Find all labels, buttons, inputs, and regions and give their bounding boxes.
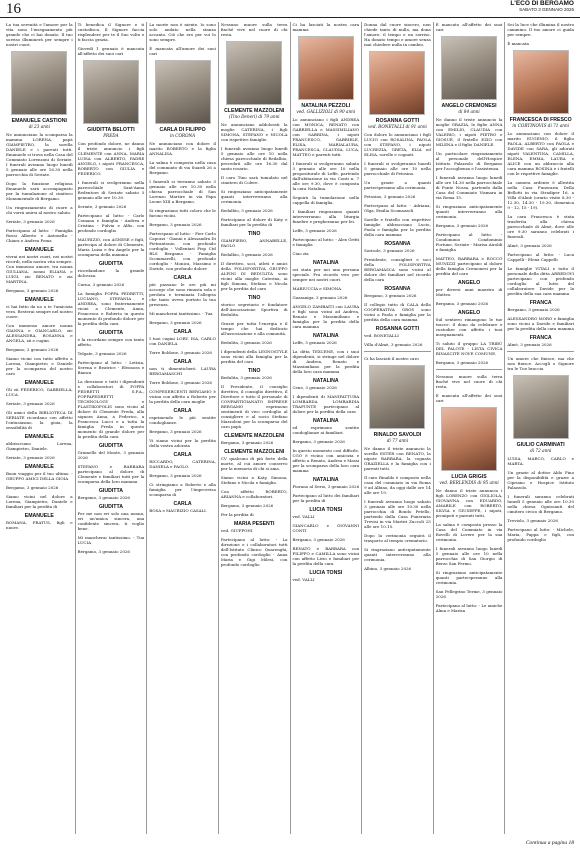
remembered-name: ANGELO	[457, 280, 481, 286]
notice-text: Almè, 3 gennaio 2026	[507, 342, 552, 347]
notice-text: I funerali si svolgeranno nella parrocchiale Sant'Anna Redentore di Seriate sabato 3 gennaio alle ore 10.30.	[77, 180, 145, 200]
remembered-name: LUCIA TONSI	[309, 507, 343, 513]
notice-text: Bergamo, 3 gennaio 2026	[77, 549, 130, 554]
notice-text: Bergamo, 3 gennaio 2026	[507, 307, 560, 312]
notice-text: Treviolo, 3 gennaio 2026	[507, 518, 558, 523]
notice-text: La camera ardente è allestita nella Casa Funeraria Della Bellotti in via Stradiper 16, a Villa d'Almè (orario visite 8.30 - 12.30, 14.30 - 19.30, domenica 9 - 12, 15 - 19).	[507, 180, 574, 210]
remembered-name: CARLA	[173, 501, 192, 507]
notice-text: Seguirà la tumulazione nella cappella di famiglia.	[292, 195, 360, 205]
notice-text: Ti benedica il Signore e ti custodisca. Il Signore faccia risplendere per te il Suo volto e ti faccia grazia.	[77, 22, 145, 42]
remembered-name: EMANUELE	[24, 513, 54, 519]
notice-text: Fiorano al Serio, 3 gennaio 2026	[292, 484, 360, 489]
obituary-column	[505, 22, 576, 834]
notice-text: Bergamo, 3 gennaio 2026	[6, 485, 59, 490]
notice-text: ved. VALLI	[292, 514, 315, 519]
obituary-column	[4, 22, 76, 834]
deceased-name: GIUDITTA BELOTTI	[87, 127, 135, 133]
notice-text: Lo annunciano con dolore il marito EUGENIO, il figlio PAOLA, ALBERTO con PAOLA e DAVIDE con SARA, gli adorati nipoti VALENTINA, CAMILLA, ELENA, EMMA, LAURA e ALICE con un abbraccio alla cara mamma ROSINA e i fratelli con le rispettive famiglie.	[507, 131, 574, 176]
remembered-name: GIUDITTA	[98, 261, 123, 267]
notice-text: È mancato all'affetto dei suoi cari	[435, 22, 503, 32]
notice-text: Bergamo, 3 gennaio 2026	[435, 360, 489, 365]
notice-text: Ne danno il triste annuncio la moglie GRAZIA, le figlie ANNA con EMILIO, CLAUDIA con VALERIO, i nipoti PIETRO e GIOSUÈ, il fratello EZIO con MILENA e il figlio DANIELE.	[435, 117, 503, 147]
notice-text: Per me non eri solo una nonna, eri un'amica sincera, una confidente sincera, ti voglio bene.	[77, 511, 145, 531]
remembered-name: TINO	[247, 368, 261, 374]
deceased-subtitle: di 72 anni	[530, 448, 552, 453]
deceased-subtitle: in CORTINOVIS di 71 anni	[512, 123, 570, 128]
notice-text: Con affetto ROBERTO, ARIANNA e collaboratori.	[220, 489, 288, 499]
notice-text: Si ringraziano anticipatamente quanti interverranno alla cerimonia.	[364, 547, 431, 562]
notice-text: sei stata per noi una persona speciale. Fra ricordo vivo per sempre nei nostri cuori.	[292, 267, 360, 282]
notice-text: I funerali avranno luogo lunedì 5 gennaio alle ore 10 nella chiesa parrocchiale di Redalbio, preceduti alle ore 16.30 dal santo rosario.	[220, 146, 288, 171]
notice-text: Seriate, 3 gennaio 2026	[77, 204, 127, 209]
notice-text: Bergamo, 3 gennaio 2026	[149, 473, 202, 478]
notice-text: Partecipano al lutto: - Letizia, Serena e Beatrice - Eleonora e Bianca	[77, 360, 145, 375]
notice-text: Bergamo, 3 gennaio 2026	[6, 288, 59, 293]
notice-text: Dopo la cerimonia seguirà il trasporto al tempio crematorio.	[364, 533, 431, 543]
remembered-name: CLEMENTE MAZZOLENI	[224, 449, 285, 455]
notice-text: I funerali si terranno sabato 3 gennaio alle ore 10.30 nella chiesa parrocchiale di San Lorenzo Martire in via Papa Leone XIII a Bergamo.	[149, 179, 216, 204]
notice-text: ci hai fatto da no a te l'amicizia vera. Resterai sempre nel nostro cuore.	[6, 304, 73, 319]
notice-text: Ne annunciano la scomparsa la mamma LORENA, papà GIAMPIETRO, la sorella DANIELE e i parenti tutti. Emanuele si trova nella Casa del Commiato Lorenzoni di Seriate. I funerali avranno luogo lunedì 5 gennaio alle ore 16.30 nella parrocchia di Seriate.	[6, 132, 73, 177]
notice-text: È mancata all'amore dei suoi cari	[149, 46, 216, 56]
notice-text: ANGELO ZAMBAITI con LAURA e figli sono vicini ad Andrea, Renato e Massimiliano e famiglia per la perdita della cara mamma	[292, 304, 360, 329]
deceased-name: RINALDO SAVOLDI	[373, 432, 422, 438]
notice-text: MATTEO, BARBARA e ROCCO MUNIZZI partecipano al dolore della famiglia Cremonesi per la perdita del caro	[435, 256, 503, 276]
notice-text: Ci stringiamo a Roberto e alla famiglia per l'improvvisa scomparsa di	[149, 482, 216, 497]
notice-text: MAURIZIO, con AGNESE e figli, partecipa al dolore di Clemente, Maria Luisa e fra Angelo per la scomparsa della mamma	[77, 237, 145, 257]
notice-text: Lo annunciano i figli ANDREA con MONICA, RENATO con GABRIELLA e MASSIMILIANO con SABRINA, i nipoti FRANCESCO, GABRIELE, ELISA, MARIALAURA, FRANCESCA, CLAUDIA, LUCA, MATTEO e parenti tutti.	[292, 117, 360, 157]
notice-text: ricordandone la grande dolcezza.	[77, 268, 145, 278]
notice-text: Ciao zia	[292, 251, 309, 256]
notice-text: Sei la luce che illumina il nostro cammino. Il tuo amore ci guida per sempre.	[507, 22, 574, 37]
remembered-name: GIUDITTA	[98, 443, 123, 449]
notice-text: LUISA, MARCO, CARLO e MARTA.	[507, 456, 574, 466]
notice-text: Partecipano al dolore di Katy e familiari per la perdita di	[220, 217, 288, 227]
notice-text: CONFESERCENTI BERGAMO è vicina con affetto a Roberto per la perdita della cara moglie	[149, 389, 216, 404]
notice-text: San Pellegrino Terme, 3 gennaio 2026	[435, 589, 503, 599]
notice-text: Ne danno il triste annuncio i figli LORENZO con GIGLIOLA, GIOVANNA con EDUARDO, AMABILE con ROBERTO, SILVIA e GIUSEPPE, i nipoti, pronipoti e parenti tutti.	[435, 488, 503, 518]
notice-text: Bergamo, 3 gennaio 2026	[6, 347, 59, 352]
notice-text: Vi siamo vicini per la perdita della vostra adorata	[149, 438, 216, 448]
notice-text: ved. GIUPPONI	[220, 528, 253, 533]
remembered-name: FRANCA	[529, 335, 552, 341]
obituary-column	[147, 22, 219, 834]
notice-text: Seriate, 3 gennaio 2026	[6, 219, 55, 224]
notice-text: I familiari ringraziano quanti interverranno alla liturgia funebre e pregheranno per lei.	[292, 209, 360, 224]
remembered-name: CARLA	[173, 408, 192, 414]
notice-text: ALESSANDRO MORO e famiglia sono vicini a Davide e familiari per la perdita della cara mamma	[507, 316, 574, 331]
deceased-name: ANGELO CREMONESI	[441, 103, 497, 109]
obituary-column	[362, 22, 434, 834]
notice-text: Ne annunciano addolorati la moglie CATERINA, i figli SIMONA, STEFANO e NICOLA con rispettive famiglie.	[220, 122, 288, 142]
notice-text: In questo momento così difficile, CGO è vicino con amicizia e affetto a Renato, Andrea e Massi per la scomparsa della loro cara mamma	[292, 448, 360, 473]
deceased-subtitle: di 77 anni	[386, 438, 409, 443]
notice-text: Partecipano al lutto: - La direzione e i collaboratori tutti dell'Istituto Clinico Quarenghi, con profondo cordoglio - Anna Maria e Gigi Milesi, con profondo cordoglio	[220, 537, 288, 567]
notice-text: La salma è composta nella casa del commiato di via Suardi 26 a Bergamo.	[149, 160, 216, 175]
remembered-name: ROSANNA GOTTI	[375, 326, 420, 332]
notice-text: Bergamo, 3 gennaio 2026	[292, 439, 345, 444]
notice-text: Si ringraziano tutti coloro che le furono vicini.	[149, 208, 216, 218]
remembered-name: EMANUELE	[24, 297, 54, 303]
notice-text: Dopo la funzione religiosa Emanuele sarà accompagnato per la tumulazione al cimitero Monumentale di Bergamo.	[6, 181, 73, 201]
notice-text: Ne annunciano con dolore il marito ROBERTO e la figlia ANNALISA.	[149, 141, 216, 156]
notice-text: Grumello del Monte, 3 gennaio 2026	[77, 450, 145, 460]
notice-text: Partecipano al lutto: - Le amiche Alma e Marisa	[435, 603, 503, 613]
remembered-name: GIUDITTA	[98, 488, 123, 494]
deceased-name: LUCIA GRIGIS	[451, 474, 487, 480]
portrait-photo	[155, 60, 211, 124]
deceased-subtitle: di 84 anni	[458, 109, 480, 114]
notice-text: È mancata	[507, 41, 529, 46]
notice-text: Partecipano al lutto: - Pier Carlo Capozzi - Gianni e Alessandra Di Pietrantonio, con profondo cordoglio - Vollentari Fisp Ctd BLS Bergamo - Famiglia Scommarelli, con profondo cordoglio - Monica, Massimo e Davide, con profondo dolore	[149, 231, 216, 271]
notice-text: I tuoi cugini LORY, ISA, CARLO con DANIELA	[149, 336, 216, 346]
notice-text: Siamo vicini con tutto affetto a Lorena, Giampietro e Daniele per la scomparsa del nostro caro	[6, 356, 73, 376]
notice-text: Partecipano al lutto dei familiari per la perdita di	[292, 493, 360, 503]
deceased-subtitle: in CORONA	[169, 133, 196, 138]
deceased-name: FRANCESCA DI FRESCO	[509, 117, 572, 123]
notice-text: La tua serenità e l'amore per la vita sono l'insegnamento più grande che ci hai donato. Il tuo sorriso illuminerà per sempre i nostri cuori.	[6, 22, 73, 47]
notice-text: e la ricordano sempre con tanto affetto.	[77, 337, 145, 347]
obituary-column	[291, 22, 363, 834]
notice-text: Per la perdita di	[220, 512, 254, 517]
notice-text: non ti dimenticherò. LAURA BERGAMASCHI	[149, 366, 216, 376]
notice-text: Un amore che finisce, ma che non finisce. Accogli o Signore tra le Tue braccia	[507, 356, 574, 371]
notice-text: Sul sentiero rimangono le tue tracce: il dono da celebrare e custodire con affetto i tuoi insegnamenti.	[435, 317, 503, 337]
notice-text: I dipendenti della LEGNOSTYLE sono vicini alla famiglia per la perdita del caro	[220, 349, 288, 364]
notice-text: La cara Francesca è stata trasferita alla chiesa parrocchiale di Almè, dove alle ore 9.30 saranno celebrati i funerali.	[507, 214, 574, 239]
notice-text: Partecipano al lutto: - Alex Gritti e famiglia	[292, 237, 360, 247]
notice-text: Seriate, 3 gennaio 2026	[6, 401, 55, 406]
notice-text: RENATO e BARBARA con FILIPPO e CAMILLA sono vicini con affetto Livio e familiari per la perdita della cara	[292, 546, 360, 566]
deceased-name: ROSANNA GOTTI	[375, 118, 420, 124]
deceased-name: EMANUELE CASTIONI	[11, 118, 67, 124]
remembered-name: ANGELO	[457, 310, 481, 316]
remembered-name: NATALINA	[312, 378, 339, 384]
notice-text: Si ringraziano anticipatamente quanti interverranno alla cerimonia.	[435, 204, 503, 219]
notice-text: Mi mancherai tantissimo. - Tua	[149, 311, 213, 316]
notice-text: più passano le ore più mi accorgo che sono rimasta sola e perduta e terminata l'allegria che tanto aveva portato la tua presenza.	[149, 282, 216, 307]
notice-text: Il direttivo, soci, atleti e amici della POLISPORTIVA GRUPPO ALPINI DI BEDULITA sono vicini alla moglie Caterina, ai figli Simona, Stefano e Nicola per la perdita del caro	[220, 261, 288, 291]
issue-date: SABATO 3 GENNAIO 2026	[519, 6, 574, 12]
remembered-name: NATALINA	[312, 418, 339, 424]
notice-text: Bergamo, 3 gennaio 2026	[149, 222, 202, 227]
notice-text: MARIUCCIA e SIMONA.	[292, 286, 343, 291]
notice-divider	[364, 351, 431, 352]
notice-text: Presidente, consiglieri e soci della POLISPORTIVA BERGAMASCA sono vicini al dolore dei familiari nel ricordo della cara	[364, 257, 431, 282]
publication-name: L'ECO DI BERGAMO	[510, 0, 574, 7]
notice-divider	[436, 369, 503, 370]
obituary-column	[219, 22, 291, 834]
remembered-name: MARIA PESENTI	[233, 521, 275, 527]
portrait-photo	[513, 375, 569, 439]
obituary-column	[434, 22, 506, 834]
notice-text: esprimendo le più sentite condoglianze.	[149, 415, 216, 425]
notice-text: Albino, 3 gennaio 2026	[364, 566, 412, 571]
deceased-name: NATALINA PEZZOLI	[301, 103, 351, 109]
notice-text: Bergamo, 3 gennaio 2026	[292, 537, 345, 542]
portrait-photo	[369, 51, 425, 115]
notice-text: Buon viaggio per il tuo ultimo. - GRUPPO AMICI DELLA GIOIA	[6, 471, 73, 481]
notice-text: Un ringraziamento di cuore a chi vorrà unirsi al nostro saluto.	[6, 205, 73, 215]
notice-text: La morte non è niente. Io sono solo andato nella stanza accanto. Ciò che ero per voi lo sono sempre.	[149, 22, 216, 42]
remembered-name: FRANCA	[529, 300, 552, 306]
notice-text: Partecipano al lutto: - Famiglia Rossi Alberto e Antonella - Chiara e Andrea Poma	[6, 228, 73, 243]
page-number: 16	[6, 1, 21, 17]
remembered-name: TINO	[247, 231, 261, 237]
masthead	[510, 1, 574, 12]
notice-text: È mancata all'affetto dei suoi cari	[435, 393, 503, 403]
notice-text: BOSA e MAURIZIO CASALI.	[149, 508, 208, 513]
remembered-name: ROSANNA	[384, 286, 411, 292]
notice-text: Bergamo, 3 gennaio 2026	[149, 320, 202, 325]
obituary-columns	[4, 22, 576, 834]
notice-text: Si ringraziano anticipatamente quanti parteciperanno alla cerimonia.	[435, 570, 503, 585]
notice-text: Un particolare ringraziamento al personale dell'Hospice Istituto Palazzolo di Bergamo per l'accoglienza e l'assistenza.	[435, 151, 503, 171]
notice-text: Giovedì 1 gennaio è mancata all'affetto dei suoi cari	[77, 46, 145, 56]
notice-text: Gli zii FEDERICO, GABRIELLA, LUCA.	[6, 387, 73, 397]
notice-text: Torre Boldone, 3 gennaio 2026	[149, 380, 212, 385]
notice-text: I funerali avranno luogo lunedì alle ore 14.30 nella parrocchiale di Ponte Nossa, partendo dalla Casa del Commiato Vismara in via Roma 15.	[435, 175, 503, 200]
remembered-name: CARLA	[173, 452, 192, 458]
remembered-name: CLEMENTE MAZZOLENI	[224, 433, 285, 439]
notice-text: Partecipano al lutto: - Luca Cappelli - Elena Cappelli	[507, 252, 574, 262]
notice-text: ved. BONETALLI	[364, 333, 399, 338]
remembered-name: NATALINA	[312, 477, 339, 483]
remembered-name: CARLA	[173, 275, 192, 281]
remembered-name: EMANUELE	[24, 434, 54, 440]
notice-text: Bergamo, 3 gennaio 2026	[435, 301, 489, 306]
notice-text: Bergamo, 3 gennaio 2026	[435, 223, 489, 228]
portrait-photo	[513, 50, 569, 114]
notice-text: Telgate, 3 gennaio 2026	[77, 351, 127, 356]
notice-text: Leffe, 3 gennaio 2026	[292, 228, 337, 233]
portrait-photo	[226, 41, 282, 105]
notice-text: Grazie per tutta l'energia e il tempo che hai dedicato all'associazione e alla comunità.	[220, 321, 288, 336]
notice-text: I funerali si svolgeranno lunedì 5 gennaio alle ore 10 nella parrocchiale di Petosino.	[364, 161, 431, 176]
notice-text: Nessuno muore sulla terra finché vive nel cuore di chi resta.	[220, 22, 288, 37]
notice-text: CV qualcuno di più forte della morte, al cui amore conservo per la memoria di chi si ama.	[220, 456, 288, 471]
remembered-name: GIUDITTA	[98, 504, 123, 510]
notice-text: Villa d'Almè, 3 gennaio 2026	[364, 342, 423, 347]
notice-text: Donna dal cuore sincero, non chiede tanto di nulla, ma dona l'amore, il tempo e un sorriso. Ha donato tempo e amore senza mai chiedere nulla in cambio.	[364, 22, 431, 47]
notice-text: Nessuno muore sulla terra finché vive nel cuore di chi resta.	[435, 374, 503, 389]
notice-text: ed esprimono sentite condoglianze ai familiari.	[292, 425, 360, 435]
notice-text: Bergamo, 3 gennaio 2026	[364, 293, 417, 298]
notice-text: Seriate, 3 gennaio 2026	[6, 455, 55, 460]
notice-text: Con profondo dolore, ne danno il triste annuncio i figli CLEMENTE con ANNA, MARIA LUISA con ALBERTO, PADRE ANGELO, i nipoti FRANCESCA, ROBERTO con GIULIA e FEDERICO.	[77, 141, 145, 176]
notice-text: Il collegio tutto di CALA della COOPERATIVA GROS sono vicini a Paola e famiglia per la perdita della cara mamma	[364, 302, 431, 322]
notice-text: Si ringraziano anticipatamente quanti interverranno alla cerimonia.	[220, 189, 288, 204]
notice-text: Partecipano al lutto: - Carlo Comana e famiglia - Andrea e Cristina - Fulvia e Alfio, con profondo cordoglio	[77, 213, 145, 233]
notice-text: Petosino, 3 gennaio 2026	[364, 194, 416, 199]
notice-text: I funerali avranno luogo sabato 3 gennaio alle ore 10.30 nella parrocchia di Bondo Petello, partendo dalla Casa Funeraria Trevisi in via Martiri Zuccoli 25 alle ore 10.15.	[364, 499, 431, 529]
notice-text: Ti saluto il gruppo LA TRIBÙ DEL PALOTE - LISTA CIVICA RINASCITE NOVE COMUNE.	[435, 341, 503, 356]
remembered-name: CARLA	[173, 329, 192, 335]
notice-text: GIANCARLO e GIOVANNI CONTI	[292, 523, 360, 533]
deceased-subtitle: di 23 anni	[28, 124, 50, 129]
notice-text: ved. VALLI	[292, 577, 315, 582]
notice-text: La direzione e tutti i dipendenti e collaboratori di FOPPA PEDRETTI S.P.A., FOPPAPEDRETTI TECHNOLOGY e PLASTIKOPOLIS sono vicini al dolore di Clemente Preda, alla signora Anna, a Federico, a Francesca Lucci e a tutta la famiglia Preda in questo momento di grande dolore per la perdita della cara	[77, 379, 145, 439]
notice-text: La famiglia FOPPA PEDRETTI, LUCIANO, STEFANIA e ANDREA, sono fraternamente vicini a Clemente, Anna, Francesca e Roberto in questo momento di profondo dolore per la perdita della cara	[77, 291, 145, 326]
deceased-subtitle: ved. BERLENDIS di 95 anni	[439, 480, 499, 485]
remembered-name: EMANUELE	[24, 464, 54, 470]
notice-text: Cene, 3 gennaio 2026	[292, 385, 337, 390]
notice-text: Bergamo, 3 gennaio 2026	[149, 429, 202, 434]
notice-text: Bergamo, 3 gennaio 2026	[220, 440, 274, 445]
notice-text: Il Presidente, il consiglio direttivo, il consiglio direttivo, il Direttore e tutto il personale di CONFARTIGIANATO IMPRESE BERGAMO esprimono sentimenti di vivo cordoglio al consigliere e al socio Stefano Mazzoleni per la scomparsa del caro papà	[220, 384, 288, 429]
remembered-name: NATALINA	[312, 260, 339, 266]
remembered-name: EMANUELE	[24, 380, 54, 386]
notice-text: La salma è composta presso la Casa del Commiato in via Rovelli di Lovere per la sua cerimonia.	[435, 522, 503, 542]
notice-text: Torre Boldone, 3 gennaio 2026	[149, 350, 212, 355]
portrait-photo	[11, 51, 67, 115]
notice-text: Partecipano al lutto: - Adriana, Olga, Emilia Scomazzoli	[364, 203, 431, 213]
deceased-subtitle: ved. BONETALLI di 91 anni	[368, 124, 427, 129]
deceased-subtitle: ved. GALLIZIOLI di 90 anni	[296, 109, 356, 114]
notice-text: I funerali avranno luogo lunedì 5 gennaio alle ore 10 nella parrocchia di San Giorgio di Berzo San Fermo.	[435, 546, 503, 566]
deceased-subtitle: PREDA	[103, 133, 119, 138]
deceased-name: CARLA DI FILIPPO	[159, 127, 206, 133]
notice-text: Bergamo, 3 gennaio 2026	[77, 495, 130, 500]
remembered-name: GIUDITTA	[98, 330, 123, 336]
notice-text: I funerali saranno celebrati lunedì 5 gennaio alle ore 10.30 nella chiesa Ognissanti del cimitero civico di Bergamo.	[507, 494, 574, 514]
notice-text: STEFANO e BARBARA partecipano al dolore di Clemente e familiari tutti per la scomparsa della loro mamma	[77, 464, 145, 484]
notice-text: Ne danno il triste annuncio la sorella ESTER con RENATO, la nipote BARBARA, la cognata GRAZIELLA e la famiglia con i parenti tutti.	[364, 446, 431, 471]
remembered-name: TINO	[247, 295, 261, 301]
notice-text: La ditta TEXCENE, con i suoi dipendenti, si stringe nel dolore di Andrea, Renato e Massimiliano per la perdita della loro cara mamma	[292, 349, 360, 374]
notice-text: Leffe, 3 gennaio 2026	[292, 340, 337, 345]
notice-text: I dipendenti di MANIFATTURA LOMBARDA LOMBARDIA TRAPUNTE partecipano al dolore per la perdita della cara	[292, 394, 360, 414]
notice-text: abbracciano Lorena, Giampietro, Daniele.	[6, 441, 73, 451]
notice-text: per diversi anni maestro di Matteo.	[435, 287, 503, 297]
notice-text: Le famiglie VITALI e tutto il personale della ditta ARREDOVI partecipano con profondo cordoglio al lutto del collaboratore Davide per la perdita della sua cara mamma	[507, 266, 574, 296]
portrait-photo	[441, 36, 497, 100]
remembered-name: EMANUELE	[24, 247, 54, 253]
notice-text: Un grazie a quanti parteciperanno alla cerimonia.	[364, 180, 431, 190]
remembered-name: ROSANNA	[384, 241, 411, 247]
notice-text: Un grazie al dottor Aldo Fino per la disponibilità e grazie a Cipriano e Hospice Istituto Palazzolo.	[507, 470, 574, 490]
portrait-photo	[441, 407, 497, 471]
notice-text: Bedulita, 3 gennaio 2026	[220, 340, 272, 345]
notice-text: Mi mancherai tantissimo. - Tua LUCIA	[77, 535, 145, 545]
notice-text: Sorelle e fratello con rispettive famiglie abbracciano Lucio, Paola e famiglia per la perdita della cara mamma	[364, 217, 431, 237]
notice-text: vivrai nei nostri cuori, nei nostri ricordi, nella nostra vita sempre. Con immenso amore, tra nonna GIULIANA, nonni ELIANA e LUIGI, zio RENATO e zia MARTINA.	[6, 254, 73, 284]
notice-text: I funerali si svolgeranno sabato 3 gennaio alle ore 10 nella propositurale di Leffe, partendo dall'abitazione in via Conti n. 7 alle ore 9.30, dove è composta la cara Natalina.	[292, 161, 360, 191]
notice-text: ROMANA, FRATUS, figli e nuore.	[6, 520, 73, 530]
notice-text: Ci ha lasciati il nostro caro	[364, 356, 419, 361]
notice-text: Almè, 3 gennaio 2026	[507, 243, 552, 248]
notice-text: Partecipano al lutto: - Condominio Condominio Fortune, Seriate - Marisa Airoldi e famiglia	[435, 232, 503, 252]
continuation-note: Continua a pagina 18	[525, 840, 574, 846]
notice-divider	[507, 351, 574, 352]
notice-text: Bedulita, 3 gennaio 2026	[220, 375, 272, 380]
notice-text: storico segretario e fondatore dell'Associazione Sportiva di Bedulita.	[220, 302, 288, 317]
notice-text: Siamo vicini a Katy, Simona, Stefano e Nicola e famiglia.	[220, 475, 288, 485]
notice-text: Bergamo, 3 gennaio 2026	[220, 503, 274, 508]
notice-text: Sorisole, 3 gennaio 2026	[364, 248, 415, 253]
notice-text: RICCARDO, CATERINA, DANIELA e PAOLO.	[149, 459, 216, 469]
notice-text: Con dolore lo annunciano i figli LUCIO con ROSALINA, PAOLA con STEFANO, i nipoti LUCREZIA, GRETA, ELIA ed ELISA, sorelle e cognati.	[364, 132, 431, 157]
notice-text: Con immenso amore nonna GIANNA e GIANCARLO, zie ALESSANDRA, ROSANNA e ANGELA, zii e cugini.	[6, 323, 73, 343]
obituary-column	[76, 22, 148, 834]
deceased-name: GIULIO CARMINATI	[516, 442, 565, 448]
notice-text: Gli amici della BIBLIOTECA DI SERIATE ricordano con affetto l'entusiasmo, la gioia, la sensibilità di	[6, 410, 73, 430]
notice-text: Curno, 3 gennaio 2026	[77, 282, 125, 287]
notice-text: Ci ha lasciati la nostra cara mamma	[292, 22, 360, 32]
notice-text: Redalbio, 3 gennaio 2026	[220, 252, 273, 257]
portrait-photo	[83, 60, 139, 124]
portrait-photo	[298, 36, 354, 100]
notice-text: Redalbio, 3 gennaio 2026	[220, 208, 273, 213]
deceased-subtitle: (Tino Deneri) di 79 anni	[228, 114, 280, 119]
notice-text: Siamo vicini nel dolore a Lorena, Giampietro, Daniele e familiari per la perdita di	[6, 494, 73, 509]
portrait-photo	[369, 365, 425, 429]
remembered-name: LUCIA TONSI	[309, 570, 343, 576]
remembered-name: CARLA	[173, 359, 192, 365]
notice-text: Il caro Tino sarà tumulato nel cimitero di Colere.	[220, 175, 288, 185]
notice-text: Il caro Rinaldo è composto nella casa del commiato in via Roma 9 ad Albino, da oggi dalle ore 14 alle ore 19.	[364, 475, 431, 495]
page-header	[0, 0, 580, 18]
remembered-name: NATALINA	[312, 333, 339, 339]
notice-text: GIAMPIERO, ANNABELLE, PAOLO	[220, 238, 288, 248]
notice-text: Partecipano al lutto: - Michele, Maria, Pappa e figli, con profondo cordoglio	[507, 527, 574, 542]
deceased-name: CLEMENTE MAZZOLENI	[224, 108, 285, 114]
notice-text: Gazzaniga, 3 gennaio 2026	[292, 295, 348, 300]
